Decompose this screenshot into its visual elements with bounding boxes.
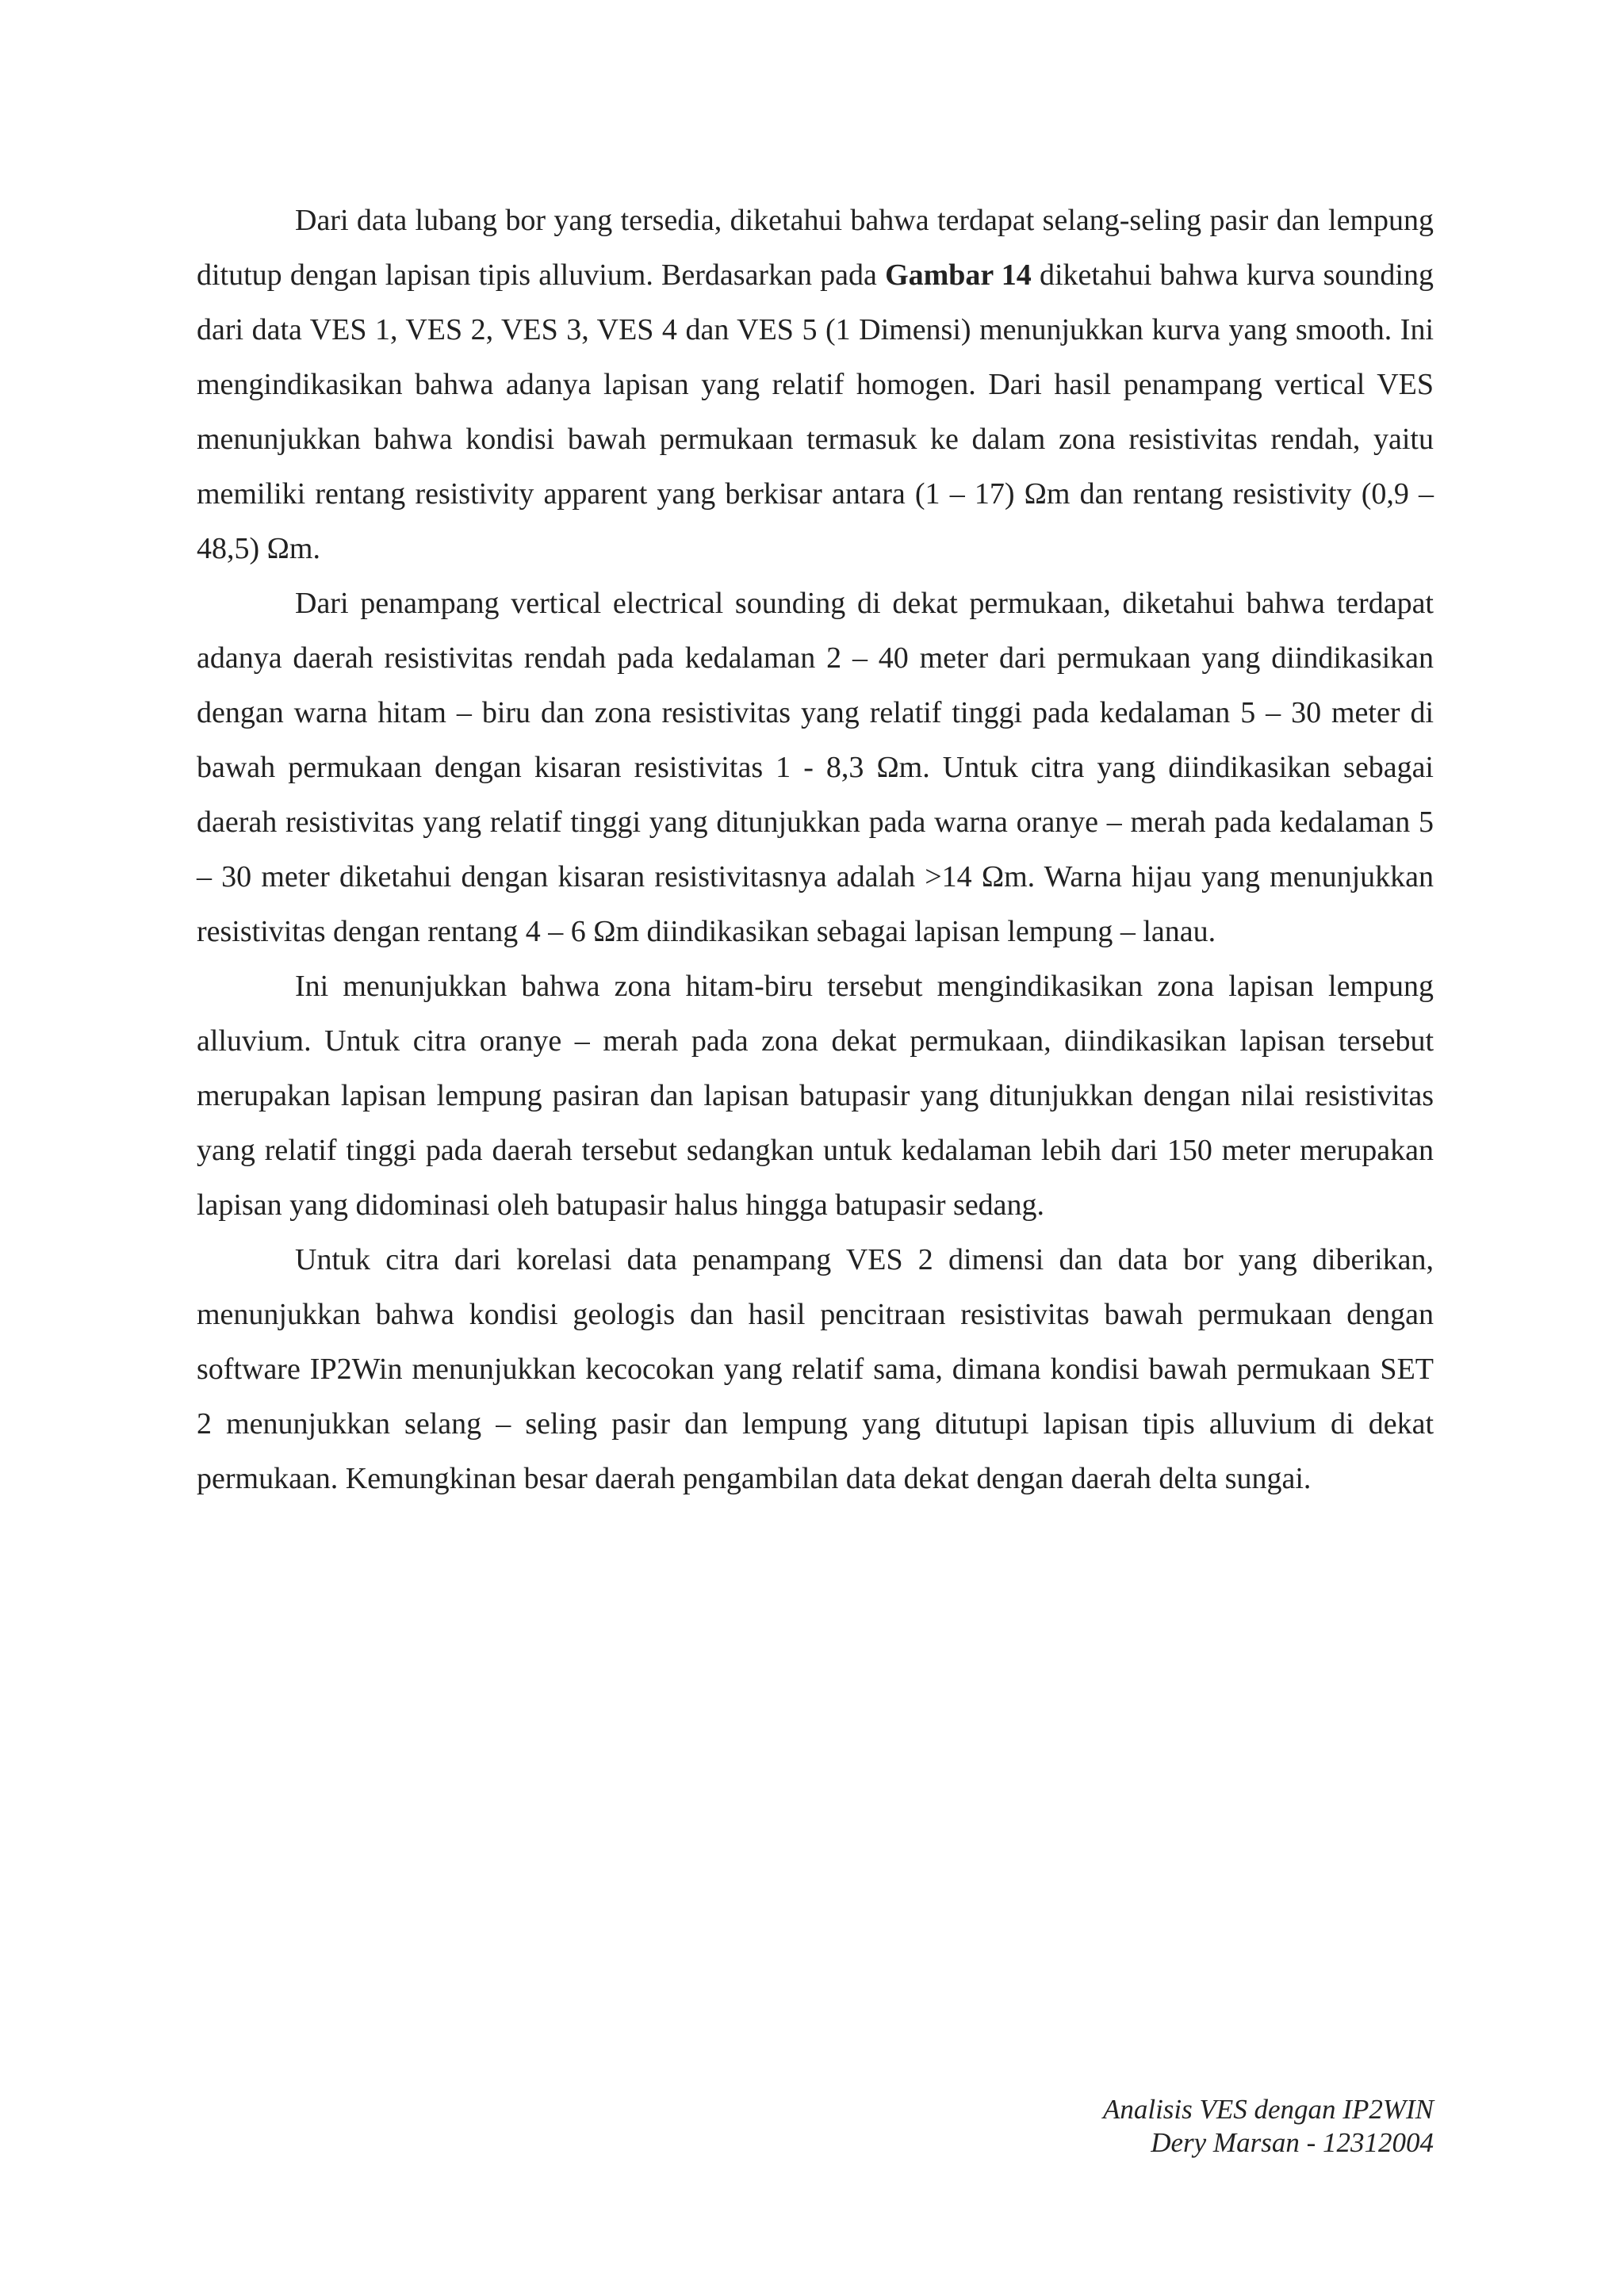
figure-reference: Gambar 14: [885, 258, 1032, 292]
paragraph-1-text-b: diketahui bahwa kurva sounding dari data VES 1, VES 2, VES 3, VES 4 dan VES 5 (1 Dimensi) menunjukkan kurva yang smooth. Ini mengindikasikan bahwa adanya lapisan yang relatif homogen. Dari hasil penampang vertical VES menunjukkan bahwa kondisi bawah permukaan termasuk ke dalam zona resistivitas rendah, yaitu memiliki rentang resistivity apparent yang berkisar antara (1 – 17) Ωm dan rentang resistivity (0,9 – 48,5) Ωm.: [197, 258, 1434, 565]
footer-title: Analisis VES dengan IP2WIN: [1102, 2094, 1434, 2125]
body-text: [197, 193, 1434, 1506]
paragraph-4: Untuk citra dari korelasi data penampang VES 2 dimensi dan data bor yang diberikan, menunjukkan bahwa kondisi geologis dan hasil pencitraan resistivitas bawah permukaan dengan software IP2Win menunjukkan kecocokan yang relatif sama, dimana kondisi bawah permukaan SET 2 menunjukkan selang – seling pasir dan lempung yang ditutupi lapisan tipis alluvium di dekat permukaan. Kemungkinan besar daerah pengambilan data dekat dengan daerah delta sungai.: [197, 1243, 1434, 1495]
paragraph-1-text-a: Dari data lubang bor yang tersedia, diketahui bahwa terdapat selang-seling pasir dan lempung ditutup dengan lapisan tipis alluvium. Berdasarkan pada: [197, 204, 1434, 292]
paragraph-1: [197, 193, 1434, 576]
paragraph-3: Ini menunjukkan bahwa zona hitam-biru tersebut mengindikasikan zona lapisan lempung alluvium. Untuk citra oranye – merah pada zona dekat permukaan, diindikasikan lapisan tersebut merupakan lapisan lempung pasiran dan lapisan batupasir yang ditunjukkan dengan nilai resistivitas yang relatif tinggi pada daerah tersebut sedangkan untuk kedalaman lebih dari 150 meter merupakan lapisan yang didominasi oleh batupasir halus hingga batupasir sedang.: [197, 970, 1434, 1222]
page-footer: [1103, 2093, 1434, 2160]
footer-author: Dery Marsan - 12312004: [1151, 2127, 1434, 2158]
paragraph-2: Dari penampang vertical electrical sounding di dekat permukaan, diketahui bahwa terdapat adanya daerah resistivitas rendah pada kedalaman 2 – 40 meter dari permukaan yang diindikasikan dengan warna hitam – biru dan zona resistivitas yang relatif tinggi pada kedalaman 5 – 30 meter di bawah permukaan dengan kisaran resistivitas 1 - 8,3 Ωm. Untuk citra yang diindikasikan sebagai daerah resistivitas yang relatif tinggi yang ditunjukkan pada warna oranye – merah pada kedalaman 5 – 30 meter diketahui dengan kisaran resistivitasnya adalah >14 Ωm. Warna hijau yang menunjukkan resistivitas dengan rentang 4 – 6 Ωm diindikasikan sebagai lapisan lempung – lanau.: [197, 587, 1434, 948]
